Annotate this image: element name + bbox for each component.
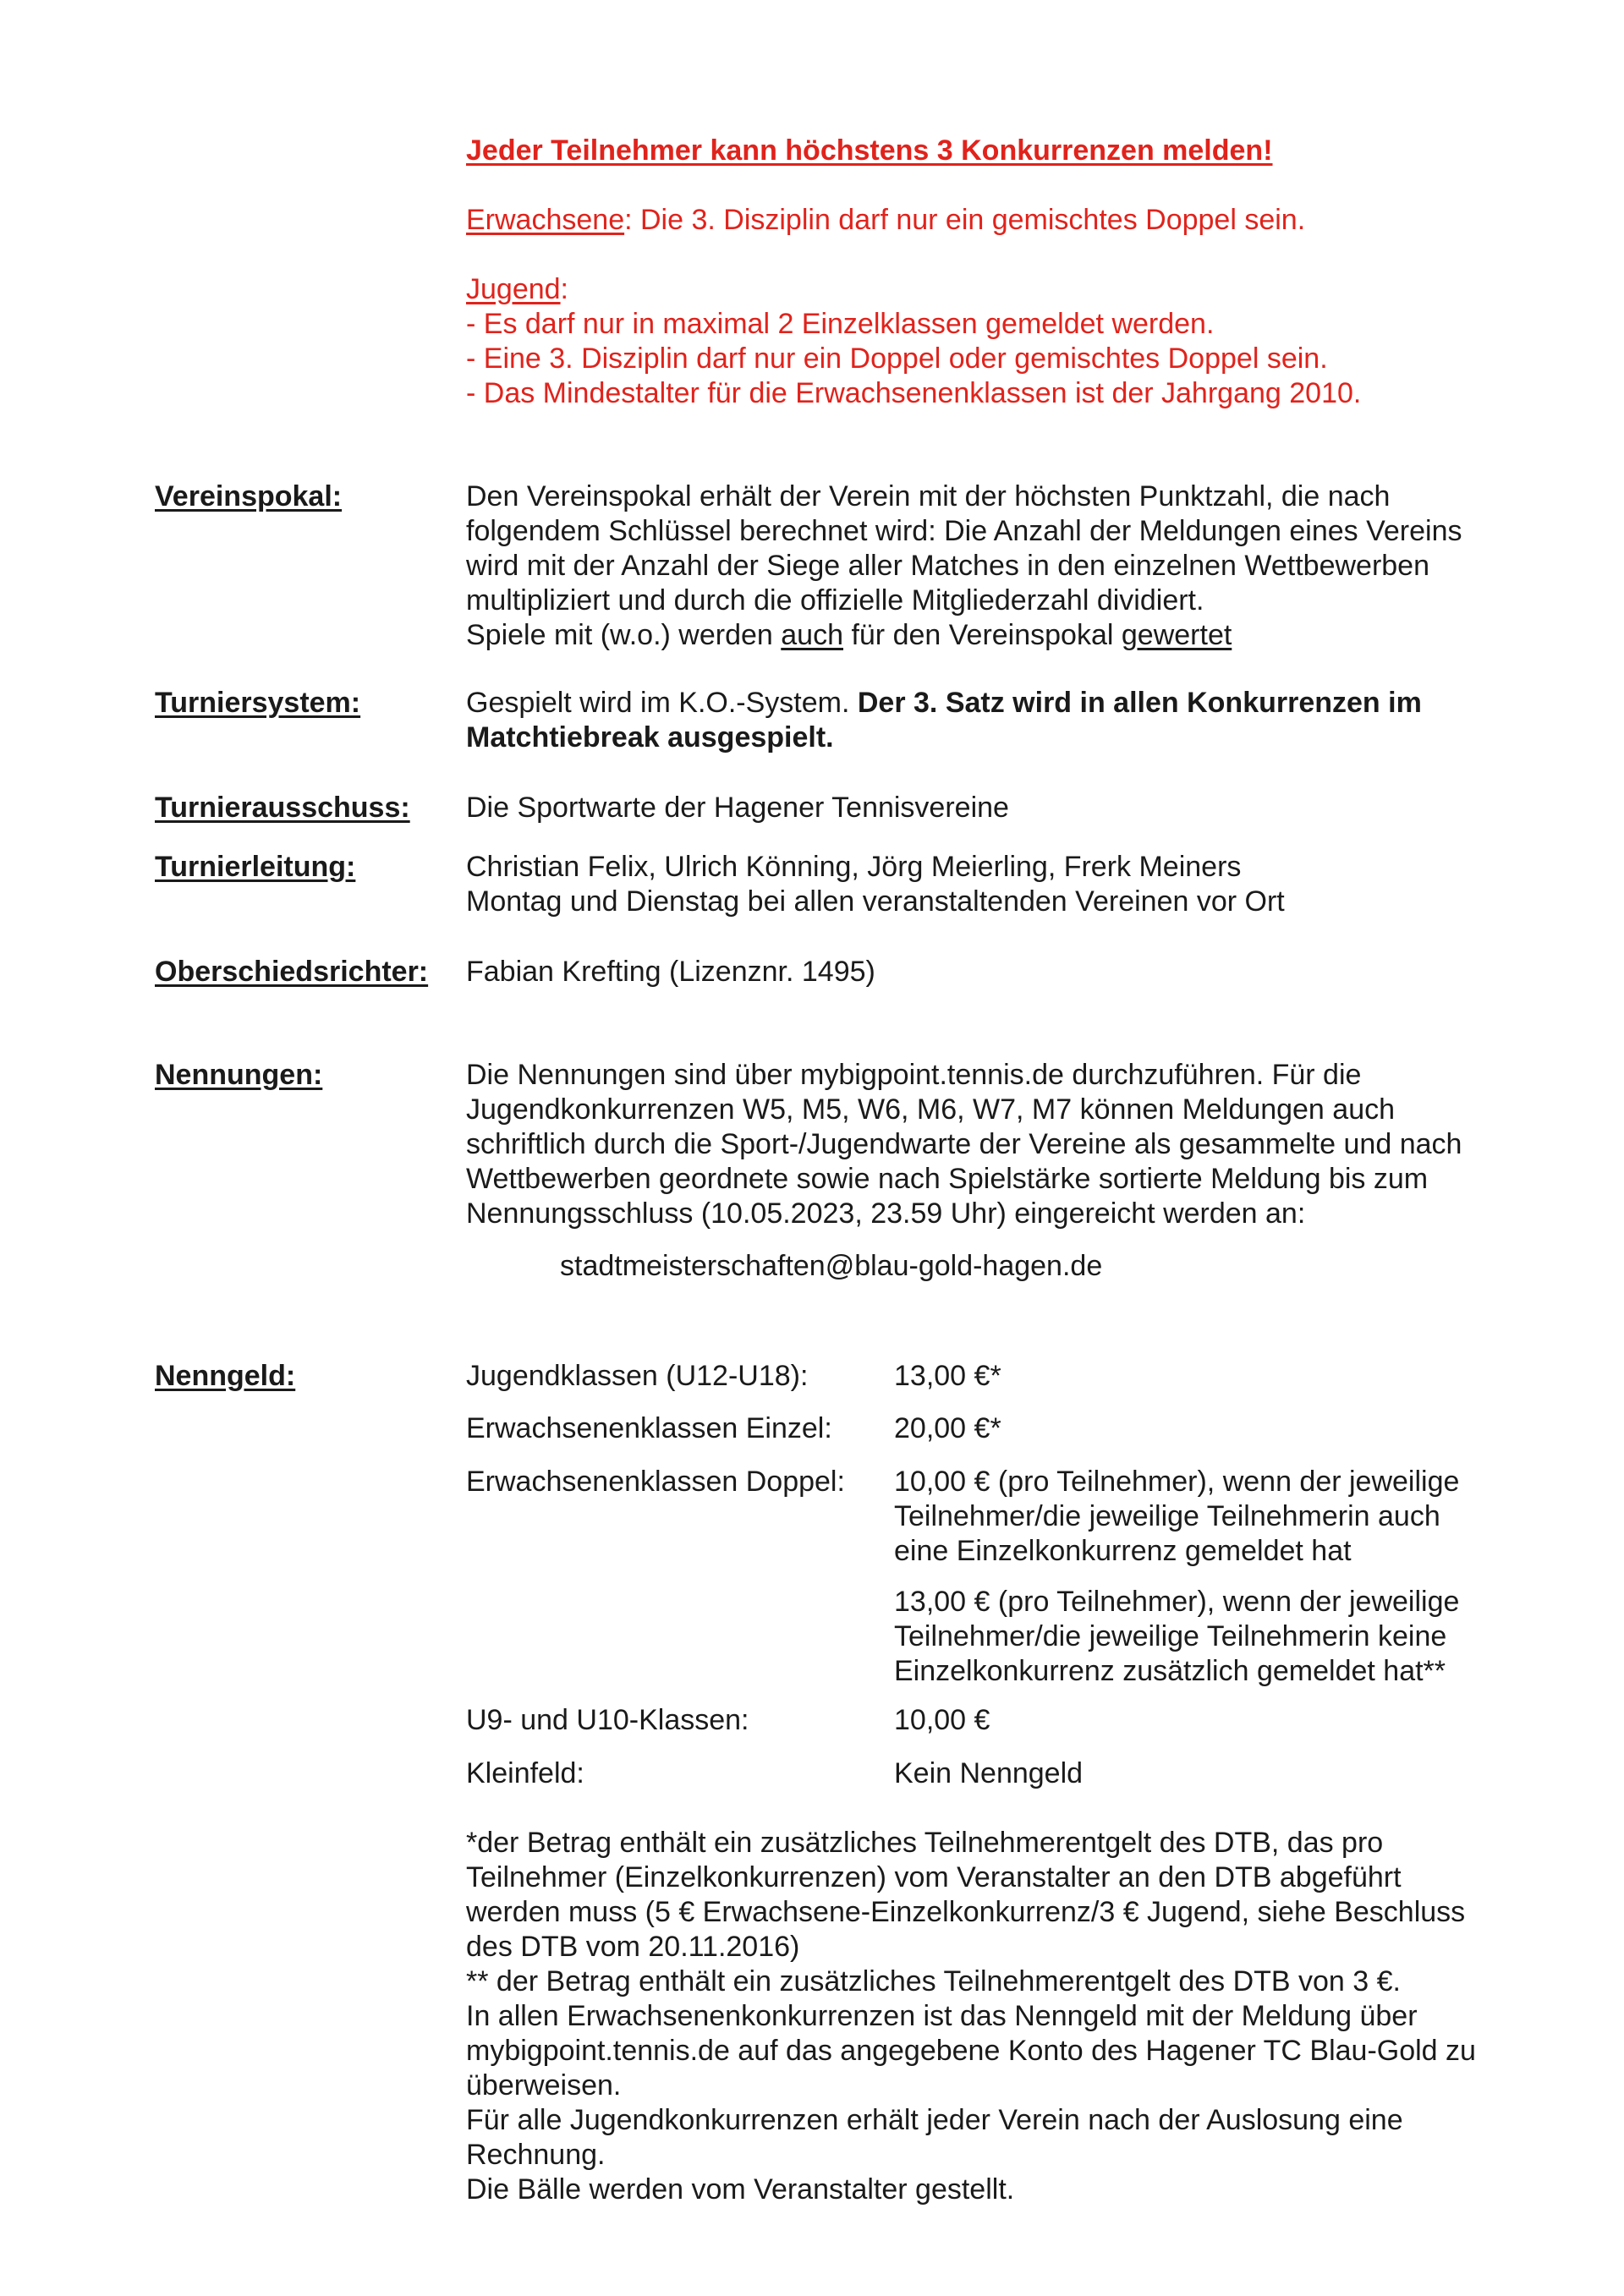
vereinspokal-last-d: gewertet (1121, 619, 1232, 651)
turniersystem-text (466, 686, 1532, 755)
youth-rule: - Eine 3. Disziplin darf nur ein Doppel oder gemischtes Doppel sein. (466, 342, 1328, 375)
vereinspokal-last-line (466, 618, 1532, 653)
notice-headline: Jeder Teilnehmer kann höchstens 3 Konkurrenzen melden! (466, 134, 1273, 167)
vereinspokal-last-b: auch (781, 619, 843, 651)
turniersystem-plain: Gespielt wird im K.O.-System. (466, 687, 858, 719)
turnierleitung-text (466, 850, 1532, 919)
nennungen-label: Nennungen: (155, 1059, 323, 1091)
nennungen-line: Jugendkonkurrenzen W5, M5, W6, M6, W7, M7 können Meldungen auch (466, 1093, 1396, 1126)
notice-adults (466, 203, 1532, 238)
oberschiedsrichter-label: Oberschiedsrichter: (155, 956, 429, 988)
notice-adults-text: : Die 3. Disziplin darf nur ein gemischtes Doppel sein. (624, 204, 1306, 236)
note-line: *der Betrag enthält ein zusätzliches Teilnehmerentgelt des DTB, das pro (466, 1827, 1384, 1859)
fee-row-name: U9- und U10-Klassen: (466, 1704, 749, 1736)
notice-youth-heading (466, 272, 1532, 307)
nennungen-line: Die Nennungen sind über mybigpoint.tennis.de durchzuführen. Für die (466, 1059, 1362, 1091)
fee-value-line: 10,00 € (pro Teilnehmer), wenn der jeweilige (894, 1466, 1460, 1498)
oberschiedsrichter-text: Fabian Krefting (Lizenznr. 1495) (466, 956, 875, 988)
fee-value-line: 10,00 € (894, 1704, 990, 1736)
vereinspokal-label: Vereinspokal: (155, 480, 343, 512)
notice-block (466, 134, 1532, 411)
turnierausschuss-label: Turnierausschuss: (155, 792, 410, 824)
fee-row-value (894, 1703, 990, 1738)
fee-row-name: Erwachsenenklassen Doppel: (466, 1466, 845, 1498)
fee-value-line: 13,00 € (pro Teilnehmer), wenn der jeweilige (894, 1586, 1460, 1618)
fee-value-line: Teilnehmer/die jeweilige Teilnehmerin keine (894, 1620, 1447, 1652)
fee-value-line: Einzelkonkurrenz zusätzlich gemeldet hat** (894, 1655, 1446, 1687)
vereinspokal-text (466, 479, 1532, 653)
nennungen-email: stadtmeisterschaften@blau-gold-hagen.de (560, 1250, 1103, 1282)
vereinspokal-line: Den Vereinspokal erhält der Verein mit der höchsten Punktzahl, die nach (466, 480, 1391, 512)
notice-youth-label: Jugend (466, 273, 561, 305)
vereinspokal-line: wird mit der Anzahl der Siege aller Matches in den einzelnen Wettbewerben (466, 550, 1429, 582)
fee-value-line: eine Einzelkonkurrenz gemeldet hat (894, 1535, 1352, 1567)
note-line: des DTB vom 20.11.2016) (466, 1931, 800, 1963)
fee-row-value (894, 1411, 1001, 1446)
turniersystem-bold-1: Der 3. Satz wird in allen Konkurrenzen im (857, 687, 1422, 719)
note-line: In allen Erwachsenenkonkurrenzen ist das Nenngeld mit der Meldung über (466, 2000, 1418, 2032)
note-line: Teilnehmer (Einzelkonkurrenzen) vom Veranstalter an den DTB abgeführt (466, 1861, 1402, 1893)
notice-adults-label: Erwachsene (466, 204, 625, 236)
fee-row-name: Erwachsenenklassen Einzel: (466, 1412, 832, 1444)
vereinspokal-last-a: Spiele mit (w.o.) werden (466, 619, 782, 651)
nenngeld-label: Nenngeld: (155, 1360, 296, 1392)
fee-row-name: Jugendklassen (U12-U18): (466, 1360, 809, 1392)
youth-rule: - Es darf nur in maximal 2 Einzelklassen gemeldet werden. (466, 308, 1215, 340)
note-line: überweisen. (466, 2069, 622, 2101)
note-line: werden muss (5 € Erwachsene-Einzelkonkurrenz/3 € Jugend, siehe Beschluss (466, 1896, 1466, 1928)
turnierausschuss-text: Die Sportwarte der Hagener Tennisvereine (466, 792, 1009, 824)
fee-row-value (894, 1585, 1459, 1689)
fee-row-value (894, 1359, 1001, 1394)
vereinspokal-line: folgendem Schlüssel berechnet wird: Die Anzahl der Meldungen eines Vereins (466, 515, 1462, 547)
turnierleitung-line-1: Christian Felix, Ulrich Könning, Jörg Meierling, Frerk Meiners (466, 851, 1242, 883)
fee-row-name: Kleinfeld: (466, 1757, 584, 1789)
nenngeld-notes (466, 1826, 1532, 2207)
note-line: ** der Betrag enthält ein zusätzliches Teilnehmerentgelt des DTB von 3 €. (466, 1965, 1401, 1997)
nennungen-text (466, 1058, 1532, 1231)
turniersystem-label: Turniersystem: (155, 687, 361, 719)
turnierleitung-label: Turnierleitung: (155, 851, 356, 883)
note-line: Rechnung. (466, 2139, 606, 2171)
note-line: Für alle Jugendkonkurrenzen erhält jeder Verein nach der Auslosung eine (466, 2104, 1403, 2136)
turniersystem-bold-2: Matchtiebreak ausgespielt. (466, 721, 834, 753)
fee-row-value (894, 1465, 1459, 1569)
turniersystem-line-1 (466, 686, 1532, 721)
nennungen-line: Wettbewerben geordnete sowie nach Spielstärke sortierte Meldung bis zum (466, 1163, 1429, 1195)
vereinspokal-last-c: für den Vereinspokal (843, 619, 1122, 651)
note-line: mybigpoint.tennis.de auf das angegebene Konto des Hagener TC Blau-Gold zu (466, 2035, 1476, 2067)
notice-youth-colon: : (560, 273, 568, 305)
fee-row-value (894, 1756, 1083, 1791)
fee-value-line: Kein Nenngeld (894, 1757, 1084, 1789)
nennungen-line: Nennungsschluss (10.05.2023, 23.59 Uhr) eingereicht werden an: (466, 1197, 1306, 1230)
fee-value-line: Teilnehmer/die jeweilige Teilnehmerin auch (894, 1500, 1440, 1532)
youth-rule: - Das Mindestalter für die Erwachsenenklassen ist der Jahrgang 2010. (466, 377, 1362, 409)
fee-value-line: 20,00 €* (894, 1412, 1001, 1444)
nennungen-line: schriftlich durch die Sport-/Jugendwarte der Vereine als gesammelte und nach (466, 1128, 1462, 1160)
turnierleitung-line-2: Montag und Dienstag bei allen veranstaltenden Vereinen vor Ort (466, 885, 1285, 918)
vereinspokal-line: multipliziert und durch die offizielle Mitgliederzahl dividiert. (466, 584, 1204, 616)
fee-value-line: 13,00 €* (894, 1360, 1001, 1392)
note-line: Die Bälle werden vom Veranstalter gestellt. (466, 2173, 1015, 2206)
